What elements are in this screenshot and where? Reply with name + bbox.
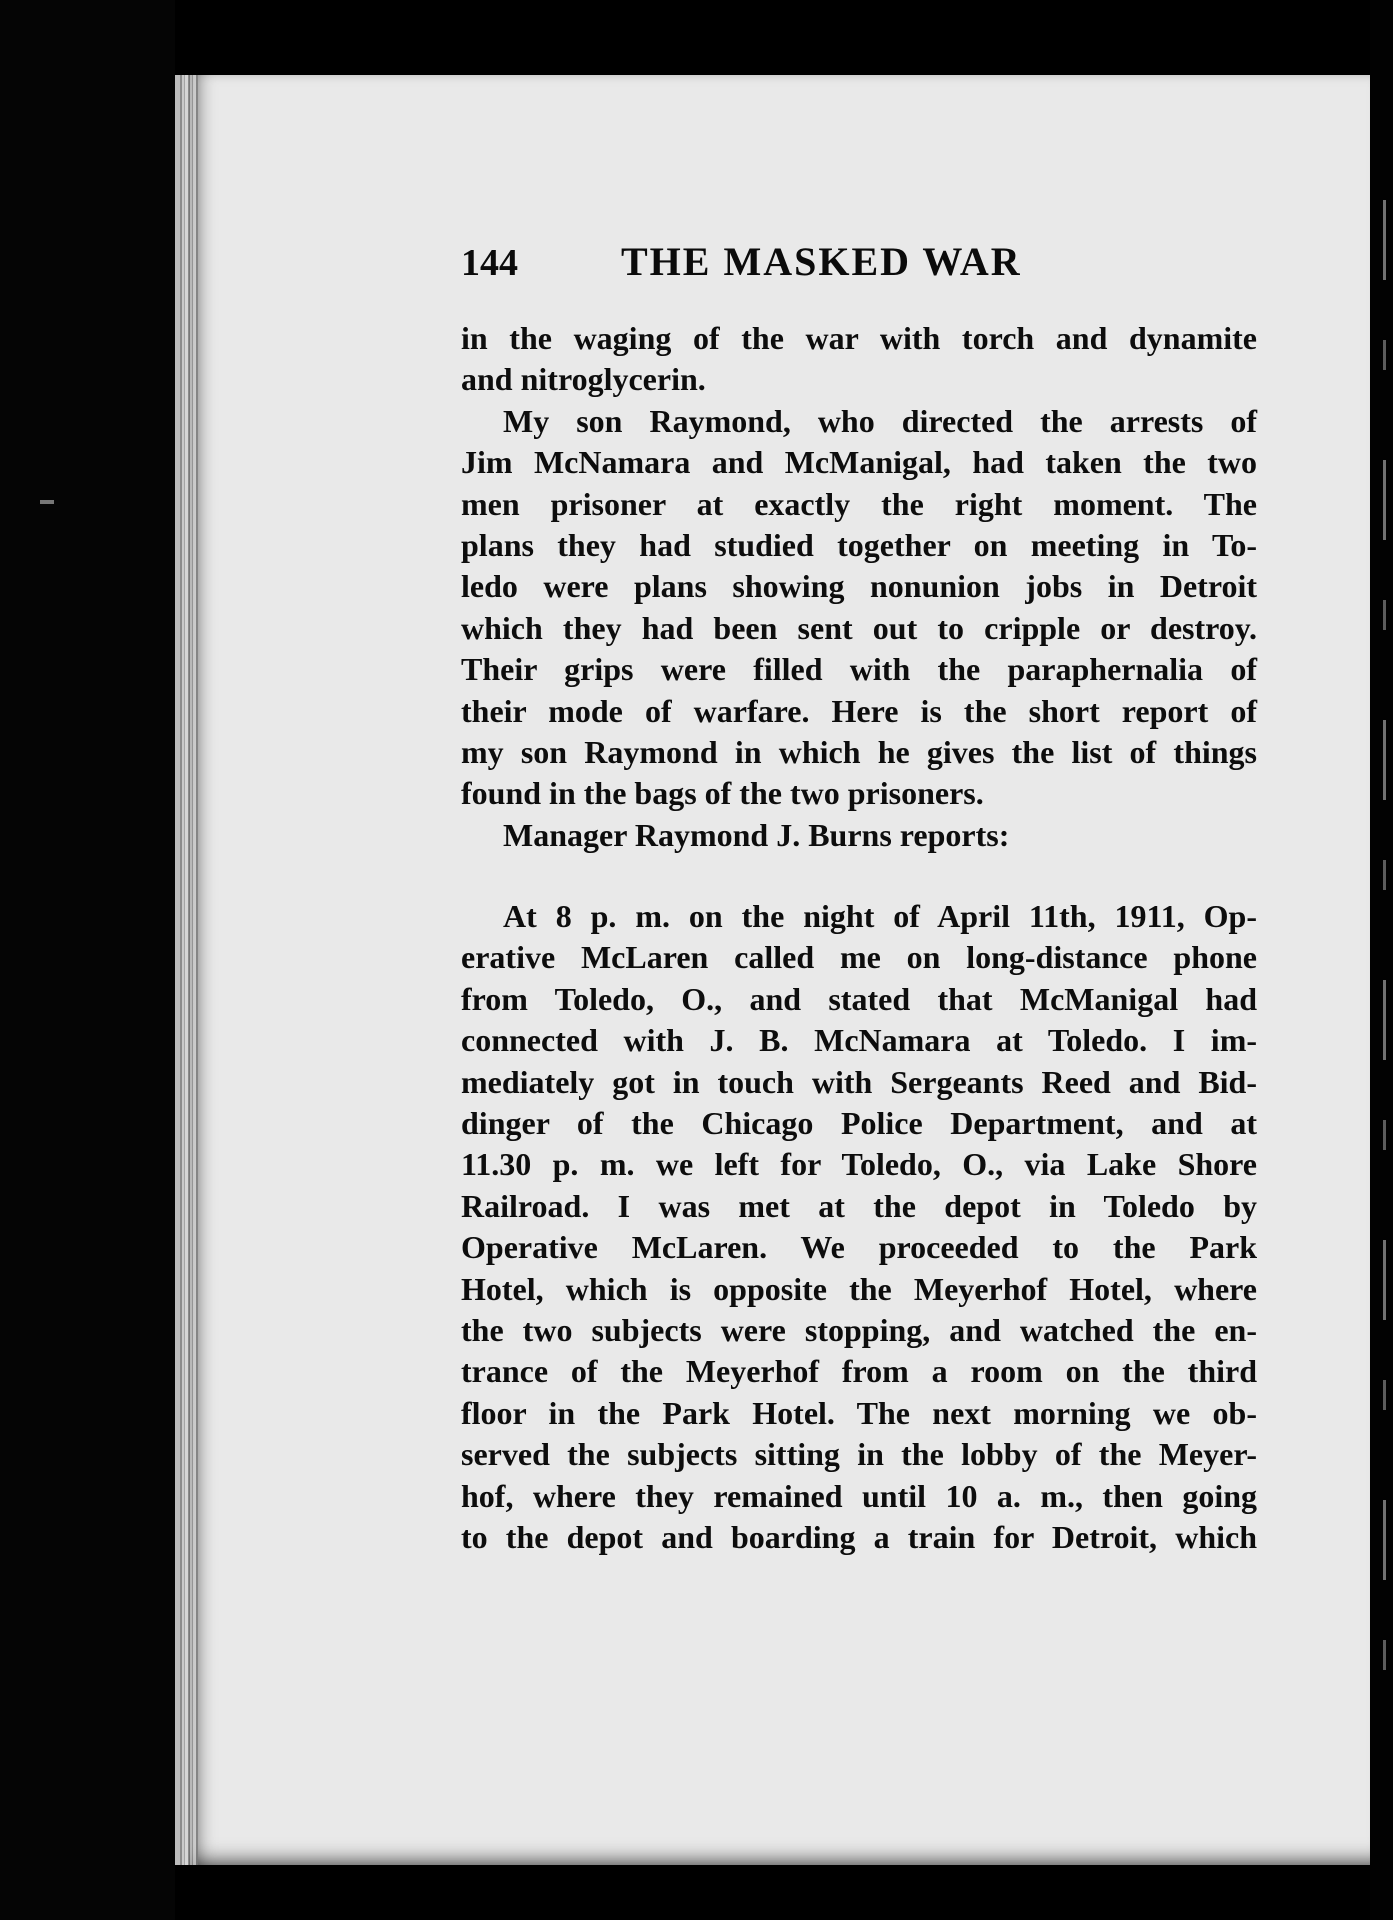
text-line: At 8 p. m. on the night of April 11th, 1911, Op-	[503, 898, 1257, 935]
text-line: 11.30 p. m. we left for Toledo, O., via Lake Shore	[461, 1146, 1257, 1183]
page-gutter	[180, 75, 198, 1865]
page-number: 144	[461, 242, 518, 284]
text-line: ledo were plans showing nonunion jobs in Detroit	[461, 568, 1257, 605]
text-line: to the depot and boarding a train for Detroit, which	[461, 1518, 1257, 1555]
paragraph-gap	[461, 856, 1257, 896]
scan-background-right	[1370, 0, 1393, 1920]
text-line: Jim McNamara and McManigal, had taken the two	[461, 444, 1257, 481]
text-line: trance of the Meyerhof from a room on the third	[461, 1353, 1257, 1390]
text-line: Their grips were filled with the paraphernalia of	[461, 651, 1257, 688]
text-line: Railroad. I was met at the depot in Toledo by	[461, 1187, 1257, 1224]
text-line: Hotel, which is opposite the Meyerhof Hotel, where	[461, 1270, 1257, 1307]
text-line: mediately got in touch with Sergeants Reed and Bid-	[461, 1063, 1257, 1100]
body-text	[461, 318, 1257, 1558]
text-line: dinger of the Chicago Police Department, and at	[461, 1105, 1257, 1142]
scan-artifact	[40, 500, 54, 504]
text-line: men prisoner at exactly the right moment. The	[461, 485, 1257, 522]
text-line: Operative McLaren. We proceeded to the Park	[461, 1229, 1257, 1266]
text-line: hof, where they remained until 10 a. m., then going	[461, 1477, 1257, 1514]
running-head	[461, 238, 1261, 298]
text-line: which they had been sent out to cripple or destroy.	[461, 609, 1257, 646]
text-line: and nitroglycerin.	[461, 361, 706, 398]
text-line: floor in the Park Hotel. The next morning we ob-	[461, 1394, 1257, 1431]
text-line: their mode of warfare. Here is the short report of	[461, 692, 1257, 729]
text-line: plans they had studied together on meeting in To-	[461, 526, 1257, 563]
text-line: erative McLaren called me on long-distance phone	[461, 939, 1257, 976]
text-line: served the subjects sitting in the lobby of the Meyer-	[461, 1436, 1257, 1473]
text-line: in the waging of the war with torch and dynamite	[461, 320, 1257, 356]
text-line: My son Raymond, who directed the arrests of	[503, 402, 1257, 439]
text-line: found in the bags of the two prisoners.	[461, 775, 984, 812]
scan-background-left	[0, 0, 175, 1920]
text-line: Manager Raymond J. Burns reports:	[503, 816, 1010, 853]
text-line: from Toledo, O., and stated that McManigal had	[461, 980, 1257, 1017]
text-line: the two subjects were stopping, and watched the en-	[461, 1311, 1257, 1348]
text-line: my son Raymond in which he gives the list of things	[461, 733, 1257, 770]
page-edge-marks	[1383, 200, 1386, 1700]
running-title: THE MASKED WAR	[621, 239, 1022, 284]
text-line: connected with J. B. McNamara at Toledo. I im-	[461, 1022, 1257, 1059]
